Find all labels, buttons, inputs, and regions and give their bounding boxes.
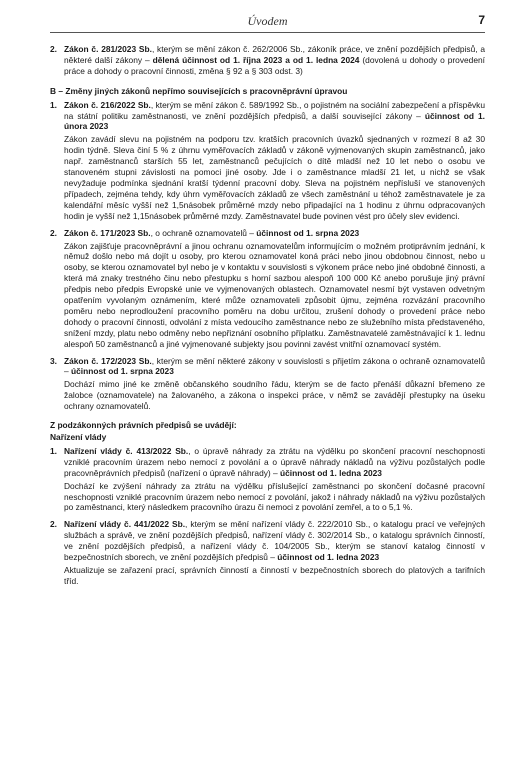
law-title: Zákon č. 172/2023 Sb.: [64, 355, 152, 366]
list-item: [50, 228, 485, 350]
effective-date: účinnost od 1. února 2023: [64, 110, 485, 132]
page-body: [50, 44, 485, 593]
list-item: [50, 519, 485, 586]
item-description: Zákon zavádí slevu na pojistném na podporu tzv. kratších pracovních úvazků sjednaných v rozmezí 8 až 30 hodin týdně. Sleva činí 5 % z úhrnu vyměřovacích základů v zákoně vyjmenovaných skupin zaměstnanců, jako např. zaměstnanců starších 55 let, zaměstnanců pečujících o dítě mladší než 10 let nebo o osobu ve stanoveném stupni závislosti na pomoci jiné osoby. Jde i o zaměstnance mladší 21 let, u nichž se však nevyžaduje podmínka sjednání kratší týdenní pracovní doby. Sleva na pojistném nepřísluší ve stanovených případech, zejména tehdy, kdy úhrn vyměřovacích základů ze všech zaměstnání u téhož zaměstnavatele je za kalendářní měsíc vyšší než 1,5násobek průměrné mzdy nebo připadající na 1 hodinu z úhrnu odpracovaných hodin je vyšší než 1,15násobek průměrné mzdy. Zaměstnavatel bude povinen vést pro účely slev evidenci.: [64, 134, 485, 221]
effective-date: dělená účinnost od 1. října 2023 a od 1. ledna 2024: [152, 54, 360, 65]
item-description: Zákon zajišťuje pracovněprávní a jinou ochranu oznamovatelům informujícím o možném protiprávním jednání, k němuž došlo nebo má dojít u osoby, pro kterou oznamovatel koná práci nebo jinou obdobnou činnost, nebo u osoby, se kterou oznamovatel byl nebo je v kontaktu v souvislosti s výkonem práce nebo jiné obdobné činnosti, a která má znaky trestného činu nebo přestupku s horní sazbou alespoň 100 000 Kč anebo porušuje jiný právní předpis nebo předpis Evropské unie ve vyjmenovaných oblastech. Oznamovatel nesmí být vystaven odvetným opatřením vyvolaným oznámením, které může oznamovateli způsobit újmu, zejména rozvázání pracovního poměru nebo neprodloužení pracovního poměru na dobu určitou, zrušení dohody o provedení práce nebo dohody o pracovní činnosti, odvolání z místa vedoucího zaměstnance nebo ze služebního místa představeného, snížení mzdy, platu nebo odměny nebo nepřiznání osobního příplatku. Zaměstnavatelé zaměstnávající k 1. lednu alespoň 50 zaměstnanců a jiné vyjmenované subjekty jsou povinni zavést vnitřní oznamovací systém.: [64, 240, 485, 349]
regulation-title: Nařízení vlády č. 413/2022 Sb.: [64, 445, 189, 456]
item-text: Zákon č. 281/2023 Sb., kterým se mění zákon č. 262/2006 Sb., zákoník práce, ve znění pozdějších předpisů, a některé další zákony – dělená účinnost od 1. října 2023 a od 1. ledna 2024 (dovolená u dohody o provedení práce a dohody o pracovní činnosti, změna § 92 a § 303 odst. 3): [64, 44, 485, 76]
item-text: Nařízení vlády č. 441/2022 Sb., kterým se mění nařízení vlády č. 222/2010 Sb., o katalogu prací ve veřejných službách a správě, ve znění pozdějších předpisů, nařízení vlády č. 302/2014 Sb., o katalogu správních činností, ve znění pozdějších předpisů, a nařízení vlády č. 104/2005 Sb., kterým se stanoví katalog činností v bezpečnostních sborech, ve znění pozdějších předpisů – účinnost od 1. ledna 2023: [64, 519, 486, 563]
effective-date: účinnost od 1. srpna 2023: [256, 227, 360, 238]
header-title: Úvodem: [247, 14, 288, 28]
list-item: [50, 44, 485, 77]
item-description: Aktualizuje se zařazení prací, správních činností a činností v bezpečnostních sborech do platových a tarifních tříd.: [64, 564, 485, 586]
law-title: Zákon č. 171/2023 Sb.: [64, 227, 151, 238]
list-item: [50, 446, 485, 513]
list-item: [50, 100, 485, 222]
item-number: 2.: [50, 227, 57, 238]
item-number: 3.: [50, 355, 57, 366]
section-heading: B – Změny jiných zákonů nepřímo souvisejících s pracovněprávní úpravou: [50, 85, 348, 96]
running-header: [50, 10, 485, 33]
item-description: Dochází mimo jiné ke změně občanského soudního řádu, kterým se de facto přenáší důkazní břemeno ze žalobce (oznamovatele) na žalovaného, a zákona o inspekci práce, v němž se zavádějí přestupky na úseku ochrany oznamovatelů.: [64, 379, 485, 412]
item-text: Zákon č. 216/2022 Sb., kterým se mění zákon č. 589/1992 Sb., o pojistném na sociální zabezpečení a příspěvku na státní politiku zaměstnanosti, ve znění pozdějších předpisů, a další související zákony – účinnost od 1. února 2023: [64, 99, 486, 132]
law-title: Zákon č. 281/2023 Sb.: [64, 44, 152, 54]
page-number: 7: [478, 13, 485, 27]
effective-date: účinnost od 1. ledna 2023: [277, 552, 380, 563]
item-text: Nařízení vlády č. 413/2022 Sb., o úpravě náhrady za ztrátu na výdělku po skončení pracovní neschopnosti vzniklé pracovním úrazem nebo nemocí z povolání a o úpravě náhrady nákladů na výživu pozůstalých podle pracovněprávních předpisů (nařízení o úpravě náhrady) – účinnost od 1. ledna 2023: [64, 445, 485, 478]
regulation-title: Nařízení vlády č. 441/2022 Sb.: [64, 519, 186, 530]
item-number: 1.: [50, 99, 57, 110]
item-text: Zákon č. 172/2023 Sb., kterým se mění některé zákony v souvislosti s přijetím zákona o ochraně oznamovatelů – účinnost od 1. srpna 2023: [64, 355, 486, 377]
item-description: Dochází ke zvýšení náhrady za ztrátu na výdělku příslušející zaměstnanci po skončení dočasné pracovní neschopnosti vzniklé pracovním úrazem nebo nemocí z povolání, jakož i náhrady nákladů na výživu pozůstalých po zaměstnanci, který následkem pracovního úrazu či nemoci z povolání zemřel, a to o 5,1 %.: [64, 480, 485, 513]
effective-date: účinnost od 1. srpna 2023: [71, 366, 174, 377]
subsection-heading: Nařízení vlády: [50, 432, 107, 442]
effective-date: účinnost od 1. ledna 2023: [280, 467, 382, 478]
list-item: [50, 356, 485, 413]
item-number: 1.: [50, 445, 57, 456]
item-text: Zákon č. 171/2023 Sb., o ochraně oznamovatelů – účinnost od 1. srpna 2023: [64, 227, 360, 238]
law-title: Zákon č. 216/2022 Sb.: [64, 99, 151, 110]
section-heading: Z podzákonných právních předpisů se uvádějí:: [50, 420, 237, 431]
item-number: 2.: [50, 44, 57, 54]
item-number: 2.: [50, 519, 57, 530]
